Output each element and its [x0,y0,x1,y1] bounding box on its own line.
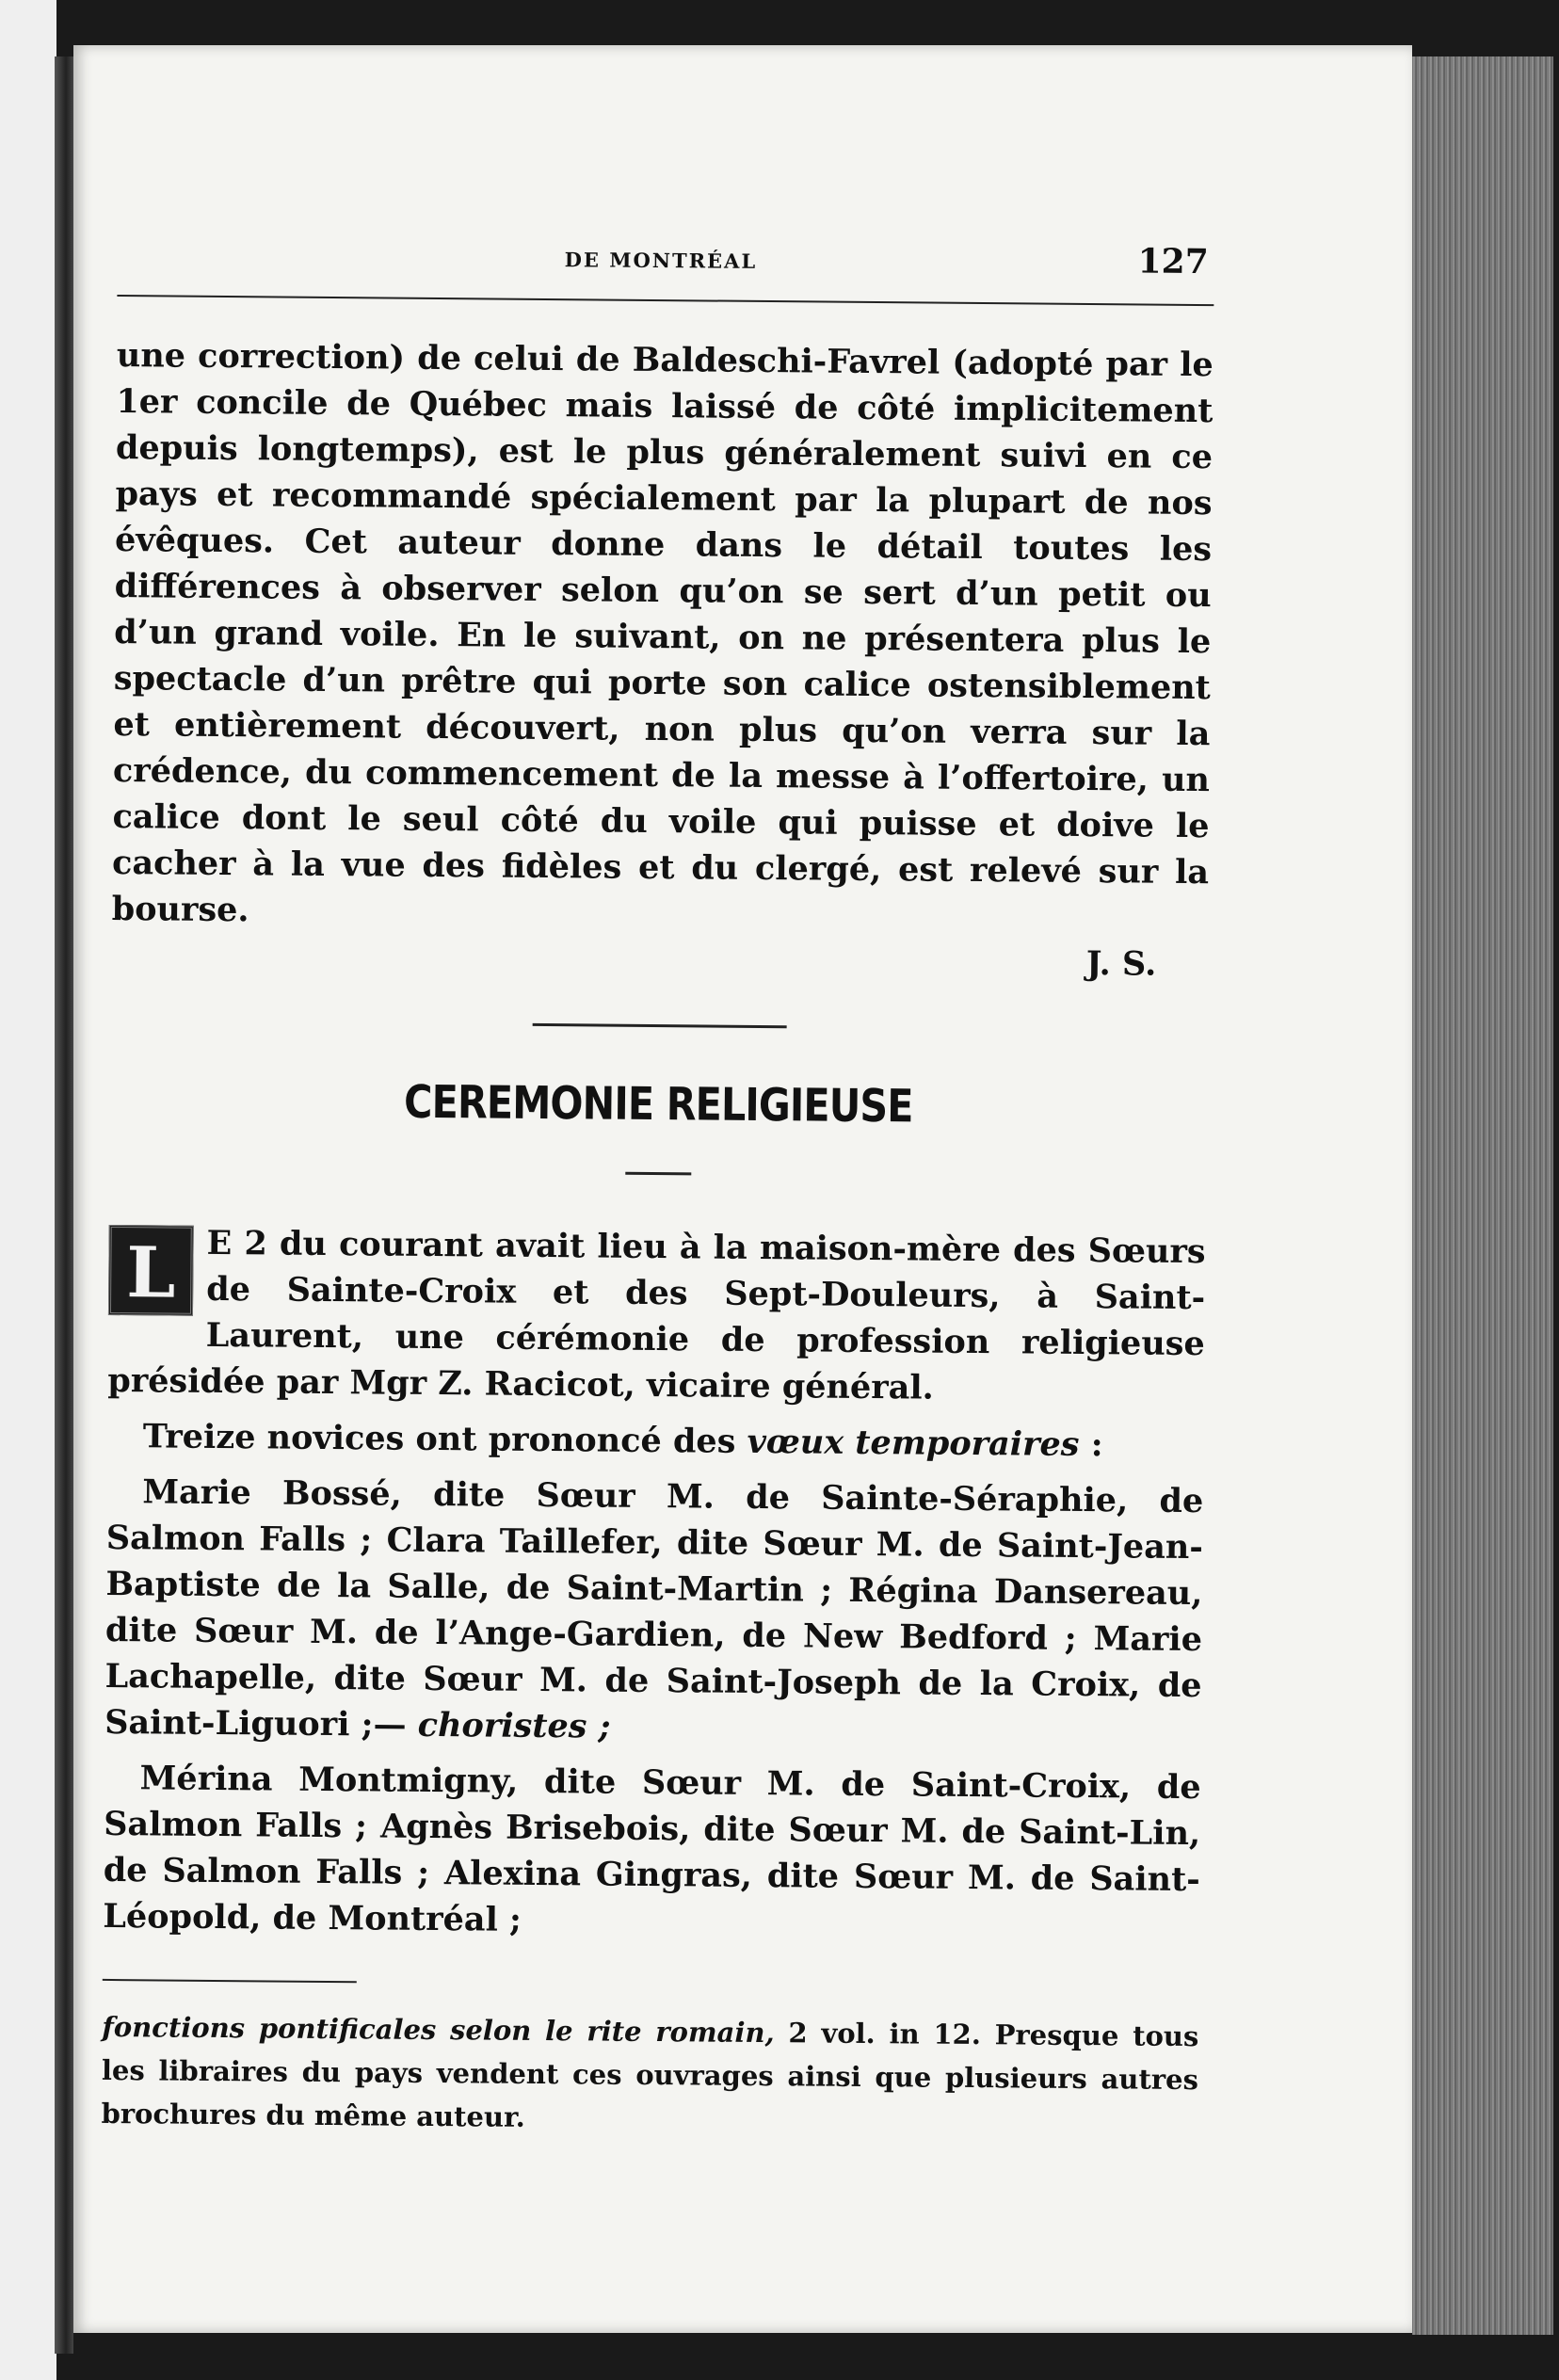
para2-lead: Treize novices ont prononcé des [142,1417,736,1461]
page-content [101,231,1214,2145]
author-signature: J. S. [1085,944,1157,984]
section-paragraph-1 [107,1219,1206,1413]
footnote-rule [103,1979,357,1983]
para2-italic: vœux temporaires [747,1422,1080,1464]
section-paragraph-4: Mérina Montmigny, dite Sœur M. de Saint-Croix, de Salmon Falls ; Agnès Brisebois, dite Sœur M. de Saint-Lin, de Salmon Falls ; Alexina Gingras, dite Sœur M. de Saint-Léopold, de Montréal ; [103,1759,1201,1939]
header-rule [117,295,1213,306]
running-title: DE MONTRÉAL [564,248,758,273]
footnote-italic: fonctions pontificales selon le rite romain, [102,2010,775,2050]
page-edges [1412,56,1553,2335]
drop-cap-initial: L [108,1225,194,1316]
para3-lead: Marie Bossé, dite Sœur M. de Sainte-Séraphie, de Salmon Falls ; Clara Taillefer, dite Sœur M. de Saint-Jean-Baptiste de la Salle, de Saint-Martin ; Régina Dansereau, dite Sœur M. de l’Ange-Gardien, de New Bedford ; Marie Lachapelle, dite Sœur M. de Saint-Joseph de la Croix, de Saint-Liguori ;— [104,1472,1204,1745]
para3-italic: choristes ; [417,1705,611,1746]
section-paragraph-3 [104,1469,1204,1755]
section-paragraph-2 [107,1413,1204,1469]
section-paragraph-1-text: E 2 du courant avait lieu à la maison-mère des Sœurs de Sainte-Croix et des Sept-Douleurs, à Saint-Laurent, une cérémonie de profession religieuse présidée par Mgr Z. Racicot, vicaire général. [107,1223,1206,1407]
title-underline [625,1172,691,1176]
body-paragraph: une correction) de celui de Baldeschi-Favrel (adopté par le 1er concile de Québec mais laissé de côté implicitement depuis longtemps), est le plus généralement suivi en ce pays et recommandé spécialement par la plupart de nos évêques. Cet auteur donne dans le détail toutes les différences à observer selon qu’on se sert d’un petit ou d’un grand voile. En le suivant, on ne présentera plus le spectacle d’un prêtre qui porte son calice ostensiblement et entièrement découvert, non plus qu’on verra sur la crédence, du commencement de la messe à l’offertoire, un calice dont le seul côté du voile qui puisse et doive le cacher à la vue des fidèles et du clergé, est relevé sur la bourse. [111,335,1213,930]
section-title: CEREMONIE RELIGIEUSE [403,1075,913,1134]
facing-page-edge [0,0,56,2380]
running-head [117,231,1213,297]
section-separator [532,1023,786,1028]
page-number: 127 [1137,241,1209,282]
book-gutter [55,56,73,2354]
para2-tail: : [1090,1425,1103,1465]
footnote-text: 2 vol. in 12. Presque tous les libraires du pays vendent ces ouvrages ainsi que plusieurs autres brochures du même auteur. [101,2017,1199,2133]
footnote [101,2005,1198,2145]
